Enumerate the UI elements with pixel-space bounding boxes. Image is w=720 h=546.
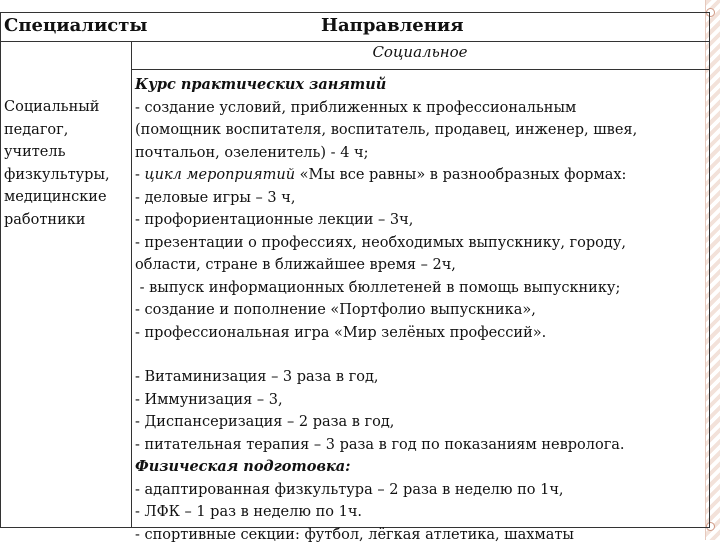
course-line: области, стране в ближайшее время – 2ч, — [135, 254, 707, 277]
physical-line: - спортивные секции: футбол, лёгкая атлетика, шахматы — [135, 524, 707, 546]
medical-line: - питательная терапия – 3 раза в год по показаниям невролога. — [135, 434, 707, 457]
course-line: - выпуск информационных бюллетеней в помощь выпускнику; — [135, 277, 707, 300]
course-line-rest: «Мы все равны» в разнообразных формах: — [295, 167, 626, 183]
specialist-line: учитель — [4, 141, 130, 164]
header-directions: Направления — [321, 15, 464, 36]
specialist-line: медицинские — [4, 186, 130, 209]
subheader-social: Социальное — [131, 43, 709, 61]
course-line-italic: цикл мероприятий — [145, 167, 296, 183]
specialist-line: физкультуры, — [4, 164, 130, 187]
course-line: - деловые игры – 3 ч, — [135, 187, 707, 210]
course-line: - создание условий, приближенных к профессиональным — [135, 97, 707, 120]
specialist-line: Социальный — [4, 96, 130, 119]
course-line: - презентации о профессиях, необходимых выпускнику, городу, — [135, 232, 707, 255]
course-line — [135, 164, 707, 187]
medical-line: - Диспансеризация – 2 раза в год, — [135, 411, 707, 434]
table-header — [1, 13, 709, 42]
course-line: почтальон, озеленитель) - 4 ч; — [135, 142, 707, 165]
spacer — [135, 344, 707, 366]
physical-line: - ЛФК – 1 раз в неделю по 1ч. — [135, 501, 707, 524]
column-divider — [131, 41, 132, 527]
medical-line: - Витаминизация – 3 раза в год, — [135, 366, 707, 389]
subheader-divider — [131, 69, 709, 70]
directions-cell — [135, 74, 707, 546]
course-line: - профориентационные лекции – 3ч, — [135, 209, 707, 232]
medical-line: - Иммунизация – 3, — [135, 389, 707, 412]
course-line: - профессиональная игра «Мир зелёных профессий». — [135, 322, 707, 345]
course-line: - создание и пополнение «Портфолио выпускника», — [135, 299, 707, 322]
directions-table — [0, 12, 710, 528]
specialists-cell — [4, 96, 130, 231]
course-title: Курс практических занятий — [135, 74, 707, 97]
header-specialists: Специалисты — [4, 15, 147, 36]
physical-title: Физическая подготовка: — [135, 456, 707, 479]
specialist-line: педагог, — [4, 119, 130, 142]
course-line: (помощник воспитателя, воспитатель, продавец, инженер, швея, — [135, 119, 707, 142]
specialist-line: работники — [4, 209, 130, 232]
course-line-prefix: - — [135, 167, 145, 183]
physical-line: - адаптированная физкультура – 2 раза в неделю по 1ч, — [135, 479, 707, 502]
